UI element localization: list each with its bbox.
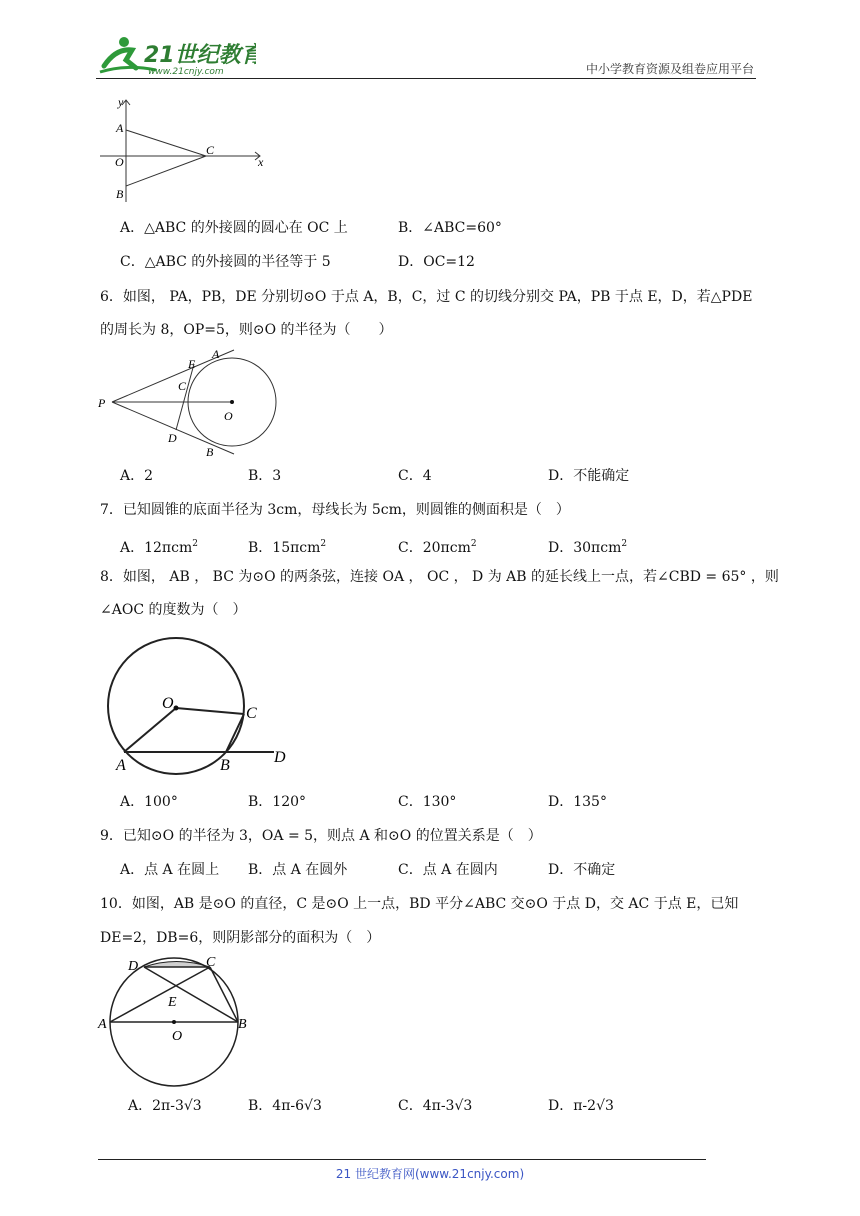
q8-option-d[interactable]: D．135° — [548, 794, 607, 810]
q8-option-b[interactable]: B．120° — [248, 794, 307, 810]
q5-label-y: y — [118, 95, 124, 109]
q6-label-b: B — [206, 445, 214, 459]
q10-option-a[interactable]: A．2π-3√3 — [128, 1098, 202, 1114]
q9-option-b[interactable]: B．点 A 在圆外 — [248, 862, 348, 878]
q8-stem-line2: ∠AOC 的度数为（ ） — [100, 602, 247, 618]
q6-stem-line1: 6．如图， PA，PB，DE 分别切⊙O 于点 A，B，C，过 C 的切线分别交 PA，PB 于点 E，D，若△PDE — [100, 289, 753, 305]
logo-title: 21世纪教育 — [144, 43, 256, 68]
q6-stem-line2: 的周长为 8，OP=5，则⊙O 的半径为（ ） — [100, 322, 393, 338]
q5-label-b: B — [116, 187, 124, 201]
q10-option-c[interactable]: C．4π-3√3 — [398, 1098, 473, 1114]
q5-label-a: A — [116, 121, 124, 135]
q5-option-a[interactable]: A．△ABC 的外接圆的圆心在 OC 上 — [120, 220, 348, 236]
q6-option-a[interactable]: A．2 — [120, 468, 154, 484]
q8-label-o: O — [162, 695, 174, 712]
footer-link[interactable]: 21 世纪教育网(www.21cnjy.com) — [335, 1167, 525, 1181]
q10-label-a: A — [98, 1017, 107, 1032]
q5-label-c: C — [206, 143, 215, 157]
q5-label-o: O — [115, 155, 124, 169]
q6-label-d: D — [168, 431, 177, 445]
q10-option-b[interactable]: B．4π-6√3 — [248, 1098, 322, 1114]
q8-label-a: A — [116, 757, 126, 774]
q5-figure — [96, 94, 266, 206]
q6-option-b[interactable]: B．3 — [248, 468, 282, 484]
q5-label-x: x — [258, 155, 264, 169]
q6-label-a: A — [212, 347, 220, 361]
q10-label-e: E — [168, 995, 177, 1010]
q8-label-b: B — [220, 757, 230, 774]
q6-option-c[interactable]: C．4 — [398, 468, 432, 484]
q6-label-p: P — [98, 396, 106, 410]
header-divider — [96, 78, 756, 79]
logo-url: www.21cnjy.com — [148, 67, 224, 77]
q10-option-d[interactable]: D．π-2√3 — [548, 1098, 614, 1114]
q10-label-b: B — [238, 1017, 247, 1032]
q6-label-e: E — [188, 357, 196, 371]
q5-option-b[interactable]: B．∠ABC=60° — [398, 220, 502, 236]
q10-label-d: D — [128, 959, 139, 974]
footer-divider — [98, 1159, 706, 1160]
q7-option-d[interactable]: D．30πcm$^2$ — [548, 539, 628, 556]
q5-option-d[interactable]: D．OC=12 — [398, 254, 475, 270]
q8-label-c: C — [246, 705, 257, 722]
q7-option-b[interactable]: B．15πcm$^2$ — [248, 539, 327, 556]
q5-option-c[interactable]: C．△ABC 的外接圆的半径等于 5 — [120, 254, 331, 270]
q7-option-c[interactable]: C．20πcm$^2$ — [398, 539, 477, 556]
q7-stem: 7．已知圆锥的底面半径为 3cm，母线长为 5cm，则圆锥的侧面积是（ ） — [100, 502, 570, 518]
q9-option-c[interactable]: C．点 A 在圆内 — [398, 862, 498, 878]
q10-figure — [96, 952, 256, 1090]
q6-figure — [96, 344, 286, 460]
q9-option-a[interactable]: A．点 A 在圆上 — [120, 862, 220, 878]
platform-name: 中小学教育资源及组卷应用平台 — [585, 62, 754, 76]
q8-label-d: D — [274, 749, 286, 766]
q10-stem-line2: DE=2，DB=6，则阴影部分的面积为（ ） — [100, 930, 381, 946]
q6-label-c: C — [178, 379, 187, 393]
q8-option-c[interactable]: C．130° — [398, 794, 457, 810]
q6-option-d[interactable]: D．不能确定 — [548, 468, 630, 484]
q8-figure — [104, 630, 304, 780]
q6-label-o: O — [224, 409, 233, 423]
q10-label-c: C — [206, 955, 216, 970]
q10-stem-line1: 10．如图，AB 是⊙O 的直径，C 是⊙O 上一点，BD 平分∠ABC 交⊙O 于点 D，交 AC 于点 E，已知 — [100, 896, 739, 912]
site-logo — [96, 34, 256, 78]
q9-stem: 9．已知⊙O 的半径为 3，OA = 5，则点 A 和⊙O 的位置关系是（ ） — [100, 828, 542, 844]
q7-option-a[interactable]: A．12πcm$^2$ — [120, 539, 198, 556]
q8-stem-line1: 8．如图， AB ， BC 为⊙O 的两条弦，连接 OA ， OC ， D 为 AB 的延长线上一点，若∠CBD = 65° ，则 — [100, 569, 779, 585]
q8-option-a[interactable]: A．100° — [120, 794, 178, 810]
q10-label-o: O — [172, 1029, 183, 1044]
q9-option-d[interactable]: D．不确定 — [548, 862, 616, 878]
